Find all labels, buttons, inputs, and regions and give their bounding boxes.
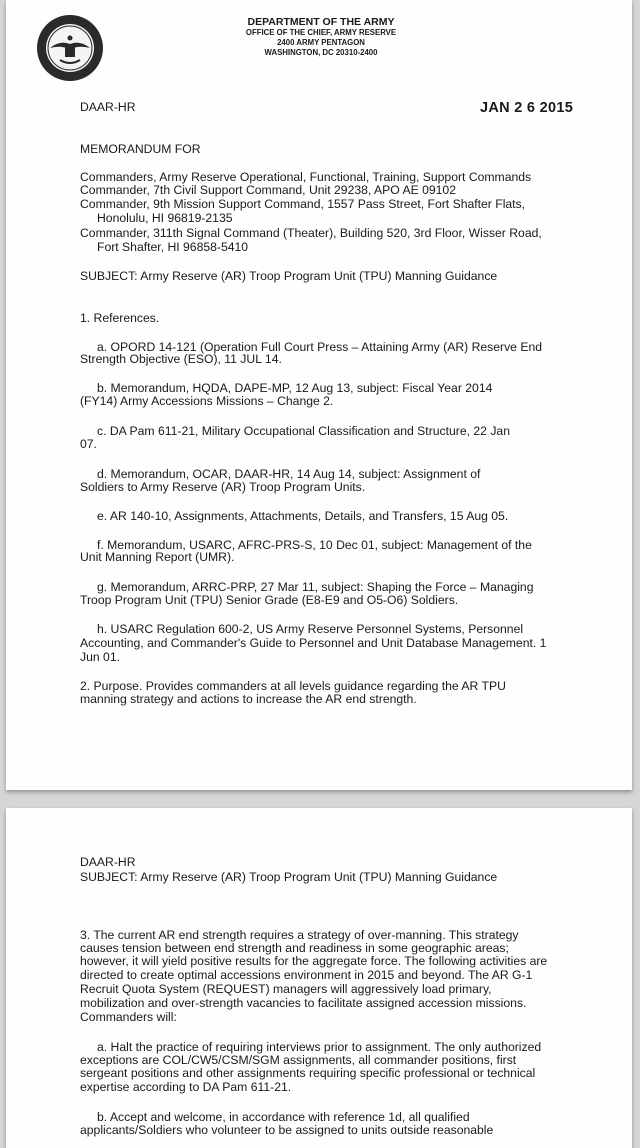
reference-e: e. AR 140-10, Assignments, Attachments, Details, and Transfers, 15 Aug 05. — [97, 509, 509, 523]
reference-h: Accounting, and Commander's Guide to Personnel and Unit Database Management. 1 — [80, 636, 547, 650]
letterhead-department: DEPARTMENT OF THE ARMY — [247, 16, 395, 28]
paragraph-3: mobilization and over-strength vacancies to facilitate assigned accession missions. — [80, 996, 527, 1010]
purpose-paragraph: manning strategy and actions to increase the AR end strength. — [80, 692, 417, 706]
addressee-line: Commander, 7th Civil Support Command, Unit 29238, APO AE 09102 — [80, 183, 456, 197]
paragraph-3: 3. The current AR end strength requires a strategy of over-manning. This strategy — [80, 928, 519, 942]
paragraph-3a: sergeant positions and other assignments requiring specific professional or technical — [80, 1066, 536, 1080]
memo-page-1 — [6, 0, 632, 790]
reference-h: Jun 01. — [80, 650, 120, 664]
memo-subject: SUBJECT: Army Reserve (AR) Troop Program Unit (TPU) Manning Guidance — [80, 870, 498, 884]
reference-g: g. Memorandum, ARRC-PRP, 27 Mar 11, subject: Shaping the Force – Managing — [97, 580, 534, 594]
paragraph-3: however, it will yield positive results for the aggregate force. The following activities are — [80, 954, 548, 968]
paragraph-3a: expertise according to DA Pam 611-21. — [80, 1080, 292, 1094]
office-symbol: DAAR-HR — [80, 100, 136, 114]
paragraph-3: directed to create optimal accessions environment in 2015 and beyond. The AR G-1 — [80, 968, 533, 982]
references-heading: 1. References. — [80, 311, 160, 325]
reference-g: Troop Program Unit (TPU) Senior Grade (E8-E9 and O5-O6) Soldiers. — [80, 593, 459, 607]
letterhead — [196, 16, 446, 58]
reference-f: Unit Manning Report (UMR). — [80, 550, 235, 564]
paragraph-3a: a. Halt the practice of requiring interviews prior to assignment. The only authorized — [97, 1040, 542, 1054]
reference-f: f. Memorandum, USARC, AFRC-PRS-S, 10 Dec 01, subject: Management of the — [97, 538, 532, 552]
addressee-line: Commander, 9th Mission Support Command, 1557 Pass Street, Fort Shafter Flats, — [80, 197, 526, 211]
memo-page-2 — [6, 808, 632, 1148]
paragraph-3b: applicants/Soldiers who volunteer to be assigned to units outside reasonable — [80, 1123, 494, 1137]
paragraph-3a: exceptions are COL/CW5/CSM/SGM assignments, all commander positions, first — [80, 1053, 517, 1067]
reference-c: c. DA Pam 611-21, Military Occupational Classification and Structure, 22 Jan — [97, 424, 510, 438]
office-symbol: DAAR-HR — [80, 855, 136, 869]
memorandum-for: MEMORANDUM FOR — [80, 142, 201, 156]
letterhead-office: OFFICE OF THE CHIEF, ARMY RESERVE — [245, 28, 397, 37]
dod-seal-icon — [36, 14, 104, 82]
reference-b: (FY14) Army Accessions Missions – Change 2. — [80, 394, 334, 408]
paragraph-3b: b. Accept and welcome, in accordance with reference 1d, all qualified — [97, 1110, 470, 1124]
letterhead-address-line1: 2400 ARMY PENTAGON — [277, 38, 365, 47]
reference-b: b. Memorandum, HQDA, DAPE-MP, 12 Aug 13, subject: Fiscal Year 2014 — [97, 381, 493, 395]
memo-date: JAN 2 6 2015 — [480, 100, 574, 116]
reference-d: Soldiers to Army Reserve (AR) Troop Program Units. — [80, 480, 366, 494]
addressee-line: Commanders, Army Reserve Operational, Functional, Training, Support Commands — [80, 170, 532, 184]
reference-a: Strength Objective (ESO), 11 JUL 14. — [80, 352, 282, 366]
paragraph-3: Commanders will: — [80, 1010, 177, 1024]
reference-a: a. OPORD 14-121 (Operation Full Court Press – Attaining Army (AR) Reserve End — [97, 340, 543, 354]
paragraph-3: causes tension between end strength and readiness in some geographic areas; — [80, 941, 509, 955]
addressee-line: Commander, 311th Signal Command (Theater), Building 520, 3rd Floor, Wisser Road, — [80, 226, 542, 240]
addressee-line: Honolulu, HI 96819-2135 — [97, 211, 233, 225]
letterhead-address-line2: WASHINGTON, DC 20310-2400 — [264, 48, 378, 57]
reference-d: d. Memorandum, OCAR, DAAR-HR, 14 Aug 14, subject: Assignment of — [97, 467, 481, 481]
reference-h: h. USARC Regulation 600-2, US Army Reserve Personnel Systems, Personnel — [97, 622, 524, 636]
reference-c: 07. — [80, 437, 97, 451]
paragraph-3: Recruit Quota System (REQUEST) managers will aggressively load primary, — [80, 982, 492, 996]
addressee-line: Fort Shafter, HI 96858-5410 — [97, 240, 249, 254]
memo-subject: SUBJECT: Army Reserve (AR) Troop Program Unit (TPU) Manning Guidance — [80, 269, 498, 283]
purpose-paragraph: 2. Purpose. Provides commanders at all levels guidance regarding the AR TPU — [80, 679, 506, 693]
